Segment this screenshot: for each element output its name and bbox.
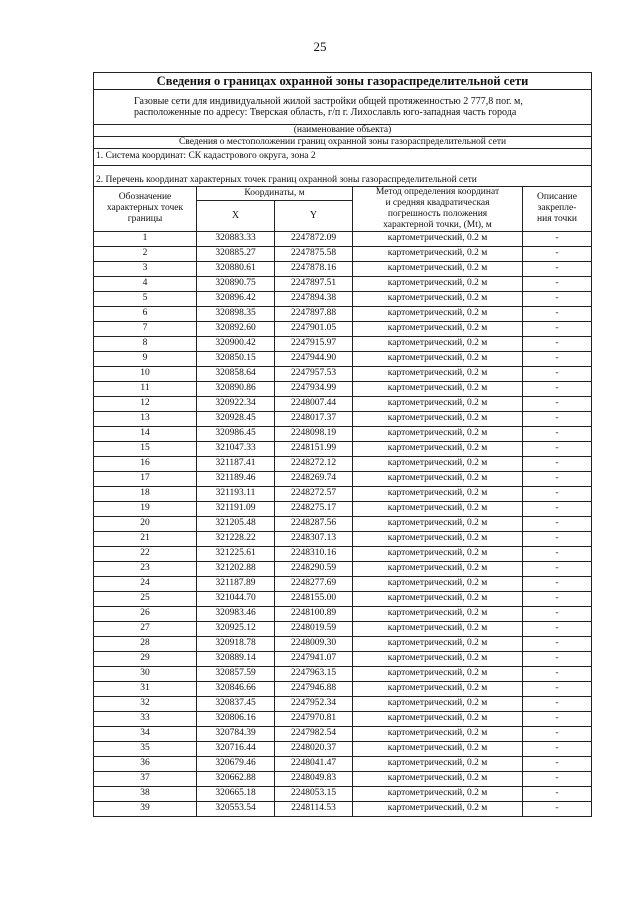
y-coordinate: 2248019.59 bbox=[275, 621, 353, 636]
table-row bbox=[94, 246, 592, 261]
page-number: 25 bbox=[313, 39, 327, 54]
table-row bbox=[94, 351, 592, 366]
table-row bbox=[94, 456, 592, 471]
header-line: Описание bbox=[537, 192, 577, 203]
table-row bbox=[94, 501, 592, 516]
y-coordinate: 2247897.88 bbox=[275, 306, 353, 321]
table-row bbox=[94, 291, 592, 306]
point-number: 24 bbox=[94, 576, 197, 591]
x-coordinate: 320837.45 bbox=[197, 696, 275, 711]
coordinates-header: Координаты, м bbox=[197, 186, 353, 200]
header-line: характерных точек bbox=[106, 203, 184, 214]
table-row bbox=[94, 471, 592, 486]
y-coordinate: 2248041.47 bbox=[275, 756, 353, 771]
header-line: и средняя квадратическая bbox=[385, 197, 490, 208]
x-coordinate: 320716.44 bbox=[197, 741, 275, 756]
point-fixing-description: - bbox=[523, 351, 592, 366]
point-fixing-description: - bbox=[523, 396, 592, 411]
table-row bbox=[94, 606, 592, 621]
x-coordinate: 320662.88 bbox=[197, 771, 275, 786]
determination-method: картометрический, 0.2 м bbox=[353, 276, 523, 291]
point-number: 17 bbox=[94, 471, 197, 486]
table-row bbox=[94, 696, 592, 711]
table-row bbox=[94, 636, 592, 651]
object-caption: (наименование объекта) bbox=[94, 125, 592, 137]
point-fixing-description: - bbox=[523, 756, 592, 771]
point-fixing-description: - bbox=[523, 786, 592, 801]
point-number: 28 bbox=[94, 636, 197, 651]
determination-method: картометрический, 0.2 м bbox=[353, 396, 523, 411]
table-row bbox=[94, 666, 592, 681]
y-coordinate: 2248275.17 bbox=[275, 501, 353, 516]
determination-method: картометрический, 0.2 м bbox=[353, 246, 523, 261]
header-line: границы bbox=[127, 214, 163, 225]
table-row bbox=[94, 276, 592, 291]
point-fixing-description: - bbox=[523, 576, 592, 591]
table-row bbox=[94, 771, 592, 786]
determination-method: картометрический, 0.2 м bbox=[353, 366, 523, 381]
y-coordinate: 2247872.09 bbox=[275, 231, 353, 246]
determination-method: картометрический, 0.2 м bbox=[353, 291, 523, 306]
x-coordinate: 320896.42 bbox=[197, 291, 275, 306]
table-row bbox=[94, 411, 592, 426]
y-coordinate: 2247897.51 bbox=[275, 276, 353, 291]
point-fixing-description: - bbox=[523, 561, 592, 576]
method-header bbox=[353, 186, 523, 231]
x-coordinate: 320986.45 bbox=[197, 426, 275, 441]
y-coordinate: 2248310.16 bbox=[275, 546, 353, 561]
point-number: 34 bbox=[94, 726, 197, 741]
x-coordinate: 320885.27 bbox=[197, 246, 275, 261]
determination-method: картометрический, 0.2 м bbox=[353, 336, 523, 351]
point-number: 12 bbox=[94, 396, 197, 411]
x-coordinate: 320918.78 bbox=[197, 636, 275, 651]
point-fixing-description: - bbox=[523, 261, 592, 276]
x-coordinate: 320983.46 bbox=[197, 606, 275, 621]
point-fixing-description: - bbox=[523, 246, 592, 261]
y-coordinate: 2247952.34 bbox=[275, 696, 353, 711]
table-row bbox=[94, 381, 592, 396]
x-coordinate: 320883.33 bbox=[197, 231, 275, 246]
table-row bbox=[94, 681, 592, 696]
y-coordinate: 2248017.37 bbox=[275, 411, 353, 426]
y-coordinate: 2248307.13 bbox=[275, 531, 353, 546]
point-fixing-description: - bbox=[523, 741, 592, 756]
y-coordinate: 2247946.88 bbox=[275, 681, 353, 696]
determination-method: картометрический, 0.2 м bbox=[353, 756, 523, 771]
x-coordinate: 321047.33 bbox=[197, 441, 275, 456]
determination-method: картометрический, 0.2 м bbox=[353, 531, 523, 546]
x-coordinate: 320880.61 bbox=[197, 261, 275, 276]
point-number: 32 bbox=[94, 696, 197, 711]
y-coordinate: 2248049.83 bbox=[275, 771, 353, 786]
x-coordinate: 321205.48 bbox=[197, 516, 275, 531]
determination-method: картометрический, 0.2 м bbox=[353, 426, 523, 441]
determination-method: картометрический, 0.2 м bbox=[353, 576, 523, 591]
x-coordinate: 320890.86 bbox=[197, 381, 275, 396]
x-coordinate: 320928.45 bbox=[197, 411, 275, 426]
determination-method: картометрический, 0.2 м bbox=[353, 261, 523, 276]
determination-method: картометрический, 0.2 м bbox=[353, 351, 523, 366]
x-coordinate: 321193.11 bbox=[197, 486, 275, 501]
y-coordinate: 2248053.15 bbox=[275, 786, 353, 801]
point-fixing-description: - bbox=[523, 306, 592, 321]
determination-method: картометрический, 0.2 м bbox=[353, 501, 523, 516]
point-number: 19 bbox=[94, 501, 197, 516]
coordinate-system: 1. Система координат: СК кадастрового округа, зона 2 bbox=[94, 148, 592, 165]
y-coordinate: 2247894.38 bbox=[275, 291, 353, 306]
determination-method: картометрический, 0.2 м bbox=[353, 741, 523, 756]
determination-method: картометрический, 0.2 м bbox=[353, 666, 523, 681]
x-coordinate: 320900.42 bbox=[197, 336, 275, 351]
point-number: 6 bbox=[94, 306, 197, 321]
point-fixing-description: - bbox=[523, 426, 592, 441]
x-coordinate: 320889.14 bbox=[197, 651, 275, 666]
x-coordinate: 320846.66 bbox=[197, 681, 275, 696]
determination-method: картометрический, 0.2 м bbox=[353, 321, 523, 336]
table-row bbox=[94, 756, 592, 771]
y-coordinate: 2248277.69 bbox=[275, 576, 353, 591]
x-coordinate: 320858.64 bbox=[197, 366, 275, 381]
determination-method: картометрический, 0.2 м bbox=[353, 411, 523, 426]
point-number: 39 bbox=[94, 801, 197, 816]
y-coordinate: 2248269.74 bbox=[275, 471, 353, 486]
x-coordinate: 321189.46 bbox=[197, 471, 275, 486]
point-number: 14 bbox=[94, 426, 197, 441]
x-coordinate: 320806.16 bbox=[197, 711, 275, 726]
point-fixing-description: - bbox=[523, 696, 592, 711]
point-fixing-description: - bbox=[523, 516, 592, 531]
determination-method: картометрический, 0.2 м bbox=[353, 381, 523, 396]
point-number: 20 bbox=[94, 516, 197, 531]
table-row bbox=[94, 801, 592, 816]
point-number: 22 bbox=[94, 546, 197, 561]
point-number: 7 bbox=[94, 321, 197, 336]
table-row bbox=[94, 426, 592, 441]
x-coordinate: 320665.18 bbox=[197, 786, 275, 801]
table-row bbox=[94, 516, 592, 531]
determination-method: картометрический, 0.2 м bbox=[353, 561, 523, 576]
table-row bbox=[94, 786, 592, 801]
y-coordinate: 2248272.57 bbox=[275, 486, 353, 501]
table-row bbox=[94, 741, 592, 756]
determination-method: картометрический, 0.2 м bbox=[353, 681, 523, 696]
point-fixing-description: - bbox=[523, 381, 592, 396]
determination-method: картометрический, 0.2 м bbox=[353, 726, 523, 741]
table-row bbox=[94, 621, 592, 636]
point-fixing-description: - bbox=[523, 531, 592, 546]
point-fixing-description: - bbox=[523, 546, 592, 561]
point-number: 2 bbox=[94, 246, 197, 261]
determination-method: картометрический, 0.2 м bbox=[353, 516, 523, 531]
table-row bbox=[94, 546, 592, 561]
table-row bbox=[94, 651, 592, 666]
y-coordinate: 2248009.30 bbox=[275, 636, 353, 651]
point-fixing-description: - bbox=[523, 231, 592, 246]
table-row bbox=[94, 396, 592, 411]
determination-method: картометрический, 0.2 м bbox=[353, 636, 523, 651]
x-header: X bbox=[197, 200, 275, 231]
x-coordinate: 321191.09 bbox=[197, 501, 275, 516]
y-coordinate: 2248100.89 bbox=[275, 606, 353, 621]
x-coordinate: 321187.41 bbox=[197, 456, 275, 471]
x-coordinate: 321187.89 bbox=[197, 576, 275, 591]
y-coordinate: 2247941.07 bbox=[275, 651, 353, 666]
point-number: 36 bbox=[94, 756, 197, 771]
designation-header bbox=[94, 186, 197, 231]
point-number: 33 bbox=[94, 711, 197, 726]
point-number: 16 bbox=[94, 456, 197, 471]
x-coordinate: 320922.34 bbox=[197, 396, 275, 411]
object-name bbox=[94, 90, 592, 125]
point-number: 29 bbox=[94, 651, 197, 666]
point-fixing-description: - bbox=[523, 711, 592, 726]
point-fixing-description: - bbox=[523, 801, 592, 816]
point-number: 30 bbox=[94, 666, 197, 681]
x-coordinate: 320892.60 bbox=[197, 321, 275, 336]
determination-method: картометрический, 0.2 м bbox=[353, 621, 523, 636]
point-fixing-description: - bbox=[523, 636, 592, 651]
point-fixing-description: - bbox=[523, 486, 592, 501]
x-coordinate: 321202.88 bbox=[197, 561, 275, 576]
y-coordinate: 2248007.44 bbox=[275, 396, 353, 411]
point-fixing-description: - bbox=[523, 471, 592, 486]
y-coordinate: 2248272.12 bbox=[275, 456, 353, 471]
point-number: 31 bbox=[94, 681, 197, 696]
determination-method: картометрический, 0.2 м bbox=[353, 456, 523, 471]
point-number: 4 bbox=[94, 276, 197, 291]
x-coordinate: 320679.46 bbox=[197, 756, 275, 771]
y-coordinate: 2247957.53 bbox=[275, 366, 353, 381]
point-fixing-description: - bbox=[523, 441, 592, 456]
determination-method: картометрический, 0.2 м bbox=[353, 306, 523, 321]
point-fixing-description: - bbox=[523, 291, 592, 306]
point-number: 15 bbox=[94, 441, 197, 456]
point-number: 27 bbox=[94, 621, 197, 636]
table-row bbox=[94, 486, 592, 501]
table-row bbox=[94, 576, 592, 591]
points-list-heading: 2. Перечень координат характерных точек границ охранной зоны газораспределительной сети bbox=[94, 165, 592, 186]
table-row bbox=[94, 366, 592, 381]
document-title: Сведения о границах охранной зоны газораспределительной сети bbox=[94, 73, 592, 90]
y-coordinate: 2247915.97 bbox=[275, 336, 353, 351]
y-coordinate: 2248114.53 bbox=[275, 801, 353, 816]
header-line: Обозначение bbox=[118, 192, 172, 203]
y-coordinate: 2247982.54 bbox=[275, 726, 353, 741]
point-fixing-description: - bbox=[523, 621, 592, 636]
y-coordinate: 2247944.90 bbox=[275, 351, 353, 366]
y-coordinate: 2247901.05 bbox=[275, 321, 353, 336]
table-row bbox=[94, 231, 592, 246]
point-number: 23 bbox=[94, 561, 197, 576]
table-row bbox=[94, 306, 592, 321]
point-fixing-description: - bbox=[523, 771, 592, 786]
point-number: 11 bbox=[94, 381, 197, 396]
point-fixing-description: - bbox=[523, 321, 592, 336]
table-row bbox=[94, 711, 592, 726]
y-coordinate: 2247878.16 bbox=[275, 261, 353, 276]
header-line: характерной точки, (Mt), м bbox=[383, 219, 492, 230]
table-row bbox=[94, 561, 592, 576]
table-row bbox=[94, 726, 592, 741]
table-row bbox=[94, 441, 592, 456]
boundary-table bbox=[93, 72, 592, 817]
point-fixing-description: - bbox=[523, 651, 592, 666]
point-number: 1 bbox=[94, 231, 197, 246]
header-line: погрешность положения bbox=[387, 208, 488, 219]
table-row bbox=[94, 531, 592, 546]
determination-method: картометрический, 0.2 м bbox=[353, 696, 523, 711]
location-heading: Сведения о местоположении границ охранной зоны газораспределительной сети bbox=[94, 136, 592, 148]
point-fixing-description: - bbox=[523, 606, 592, 621]
x-coordinate: 320850.15 bbox=[197, 351, 275, 366]
point-fixing-description: - bbox=[523, 501, 592, 516]
determination-method: картометрический, 0.2 м bbox=[353, 651, 523, 666]
table-row bbox=[94, 321, 592, 336]
determination-method: картометрический, 0.2 м bbox=[353, 486, 523, 501]
determination-method: картометрический, 0.2 м bbox=[353, 591, 523, 606]
y-coordinate: 2248290.59 bbox=[275, 561, 353, 576]
point-number: 9 bbox=[94, 351, 197, 366]
x-coordinate: 321228.22 bbox=[197, 531, 275, 546]
point-number: 35 bbox=[94, 741, 197, 756]
point-number: 38 bbox=[94, 786, 197, 801]
header-line: закрепле- bbox=[537, 203, 577, 214]
object-line: расположенные по адресу: Тверская область, г/п г. Лихославль юго-западная часть города bbox=[134, 107, 517, 118]
point-number: 21 bbox=[94, 531, 197, 546]
point-fixing-description: - bbox=[523, 336, 592, 351]
x-coordinate: 320925.12 bbox=[197, 621, 275, 636]
determination-method: картометрический, 0.2 м bbox=[353, 801, 523, 816]
header-line: Метод определения координат bbox=[375, 186, 500, 197]
point-number: 8 bbox=[94, 336, 197, 351]
x-coordinate: 320784.39 bbox=[197, 726, 275, 741]
point-number: 3 bbox=[94, 261, 197, 276]
y-header: Y bbox=[275, 200, 353, 231]
point-number: 37 bbox=[94, 771, 197, 786]
description-header bbox=[523, 186, 592, 231]
point-number: 26 bbox=[94, 606, 197, 621]
y-coordinate: 2247963.15 bbox=[275, 666, 353, 681]
point-fixing-description: - bbox=[523, 456, 592, 471]
y-coordinate: 2248020.37 bbox=[275, 741, 353, 756]
point-fixing-description: - bbox=[523, 681, 592, 696]
x-coordinate: 320890.75 bbox=[197, 276, 275, 291]
y-coordinate: 2247970.81 bbox=[275, 711, 353, 726]
y-coordinate: 2248287.56 bbox=[275, 516, 353, 531]
determination-method: картометрический, 0.2 м bbox=[353, 546, 523, 561]
table-row bbox=[94, 336, 592, 351]
determination-method: картометрический, 0.2 м bbox=[353, 471, 523, 486]
table-row bbox=[94, 261, 592, 276]
x-coordinate: 320898.35 bbox=[197, 306, 275, 321]
determination-method: картометрический, 0.2 м bbox=[353, 231, 523, 246]
determination-method: картометрический, 0.2 м bbox=[353, 786, 523, 801]
determination-method: картометрический, 0.2 м bbox=[353, 606, 523, 621]
y-coordinate: 2247875.58 bbox=[275, 246, 353, 261]
point-number: 10 bbox=[94, 366, 197, 381]
point-number: 5 bbox=[94, 291, 197, 306]
x-coordinate: 320857.59 bbox=[197, 666, 275, 681]
point-fixing-description: - bbox=[523, 366, 592, 381]
header-line: ния точки bbox=[537, 214, 577, 225]
y-coordinate: 2248098.19 bbox=[275, 426, 353, 441]
y-coordinate: 2248155.00 bbox=[275, 591, 353, 606]
point-number: 13 bbox=[94, 411, 197, 426]
determination-method: картометрический, 0.2 м bbox=[353, 441, 523, 456]
point-fixing-description: - bbox=[523, 411, 592, 426]
point-fixing-description: - bbox=[523, 276, 592, 291]
y-coordinate: 2248151.99 bbox=[275, 441, 353, 456]
table-row bbox=[94, 591, 592, 606]
point-number: 18 bbox=[94, 486, 197, 501]
object-line: Газовые сети для индивидуальной жилой застройки общей протяженностью 2 777,8 пог. м, bbox=[134, 95, 523, 107]
point-fixing-description: - bbox=[523, 666, 592, 681]
x-coordinate: 321044.70 bbox=[197, 591, 275, 606]
y-coordinate: 2247934.99 bbox=[275, 381, 353, 396]
point-fixing-description: - bbox=[523, 591, 592, 606]
determination-method: картометрический, 0.2 м bbox=[353, 771, 523, 786]
x-coordinate: 320553.54 bbox=[197, 801, 275, 816]
point-number: 25 bbox=[94, 591, 197, 606]
x-coordinate: 321225.61 bbox=[197, 546, 275, 561]
determination-method: картометрический, 0.2 м bbox=[353, 711, 523, 726]
point-fixing-description: - bbox=[523, 726, 592, 741]
